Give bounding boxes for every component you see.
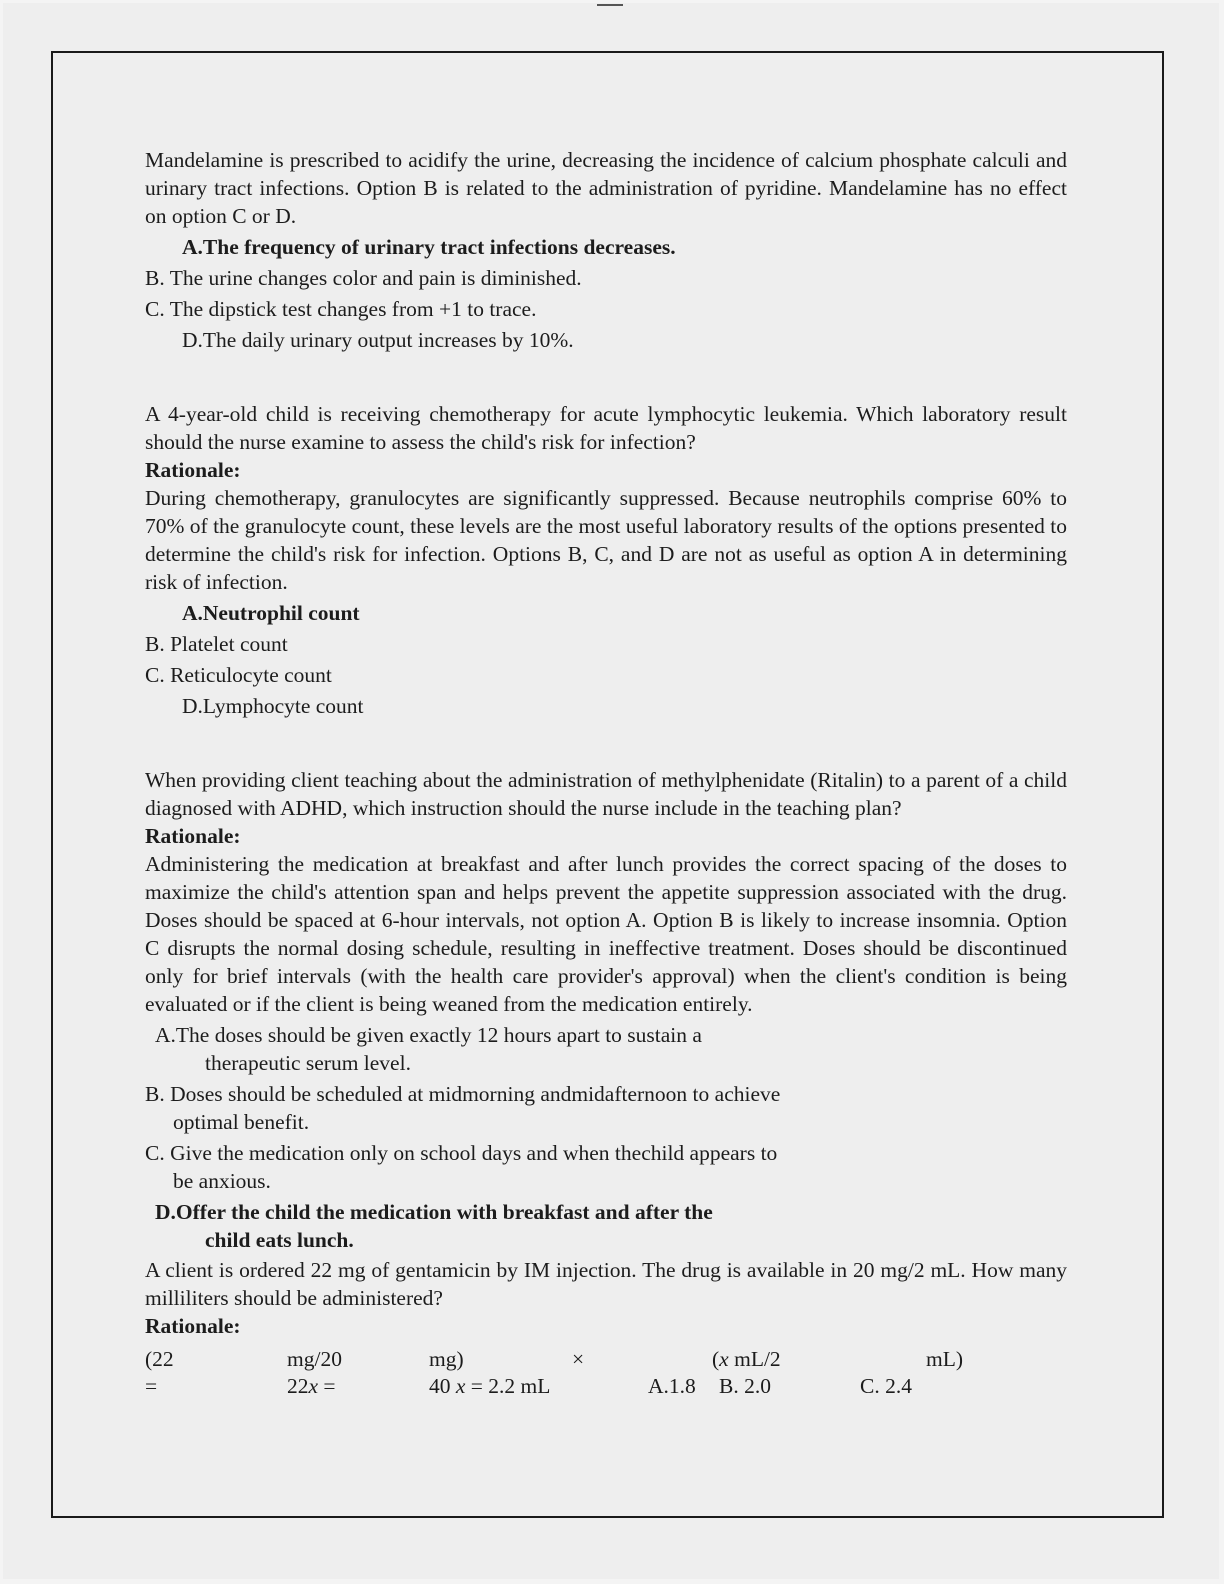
q4-calc-row-1 [145, 1345, 1067, 1372]
q3-question: When providing client teaching about the administration of methylphenidate (Ritalin) to a parent of a child diagnosed with ADHD, which instruction should the nurse include in the teaching plan? [145, 768, 1067, 820]
calc-term: mg/20 [287, 1347, 342, 1371]
page-header-mark [597, 4, 623, 6]
q2-option-b: B. Platelet count [145, 632, 288, 656]
q3-rationale: Administering the medication at breakfast and after lunch provides the correct spacing of the doses to maximize the child's attention span and helps prevent the appetite suppression associated with the drug. Doses should be spaced at 6-hour intervals, not option A. Option B is likely to increase insomnia. Option C disrupts the normal dosing schedule, resulting in ineffective treatment. Doses should be discontinued only for brief intervals (with the health care provider's approval) when the client's condition is being evaluated or if the client is being weaned from the medication entirely. [145, 852, 1067, 1016]
q3-option-c: C. Give the medication only on school days and when thechild appears to be anxious. [145, 1141, 778, 1193]
calc-term: (x mL/2 [712, 1347, 781, 1371]
q3-option-d: D.Offer the child the medication with breakfast and after the child eats lunch. [155, 1200, 713, 1252]
calc-term: 22x = [287, 1374, 336, 1398]
q1-option-a: A.The frequency of urinary tract infections decreases. [182, 235, 676, 259]
calc-term: mg) [429, 1347, 464, 1371]
q3-option-b: B. Doses should be scheduled at midmorning andmidafternoon to achieve optimal benefit. [145, 1082, 781, 1134]
q1-option-b: B. The urine changes color and pain is diminished. [145, 266, 582, 290]
calc-operator: × [572, 1347, 585, 1371]
q4-rationale-label: Rationale: [145, 1314, 241, 1338]
q4-option-b: B. 2.0 [719, 1374, 771, 1398]
calc-term: 40 x = 2.2 mL [429, 1374, 551, 1398]
q4-question: A client is ordered 22 mg of gentamicin by IM injection. The drug is available in 20 mg/2 mL. How many milliliters should be administered? [145, 1258, 1067, 1310]
q2-rationale-label: Rationale: [145, 458, 241, 482]
q3-option-a: A.The doses should be given exactly 12 hours apart to sustain a therapeutic serum level. [155, 1023, 702, 1075]
calc-operator: = [145, 1374, 158, 1398]
q4-calc-row-2 [145, 1372, 1067, 1399]
q1-option-c: C. The dipstick test changes from +1 to trace. [145, 297, 537, 321]
document-content [145, 146, 1067, 1399]
calc-term: (22 [145, 1347, 174, 1371]
q1-option-d: D.The daily urinary output increases by 10%. [182, 328, 574, 352]
q2-rationale: During chemotherapy, granulocytes are significantly suppressed. Because neutrophils comprise 60% to 70% of the granulocyte count, these levels are the most useful laboratory results of the options presented to determine the child's risk for infection. Options B, C, and D are not as useful as option A in determining risk of infection. [145, 486, 1067, 594]
q4-option-a: A.1.8 [648, 1374, 696, 1398]
q3-rationale-label: Rationale: [145, 824, 241, 848]
q2-option-d: D.Lymphocyte count [182, 694, 364, 718]
q1-rationale: Mandelamine is prescribed to acidify the urine, decreasing the incidence of calcium phosphate calculi and urinary tract infections. Option B is related to the administration of pyridine. Mandelamine has no effect on option C or D. [145, 148, 1067, 228]
q4-option-c: C. 2.4 [860, 1374, 912, 1398]
q2-question: A 4-year-old child is receiving chemotherapy for acute lymphocytic leukemia. Which laboratory result should the nurse examine to assess the child's risk for infection? [145, 402, 1067, 454]
q2-option-a: A.Neutrophil count [182, 601, 360, 625]
calc-term: mL) [926, 1347, 964, 1371]
q2-option-c: C. Reticulocyte count [145, 663, 332, 687]
